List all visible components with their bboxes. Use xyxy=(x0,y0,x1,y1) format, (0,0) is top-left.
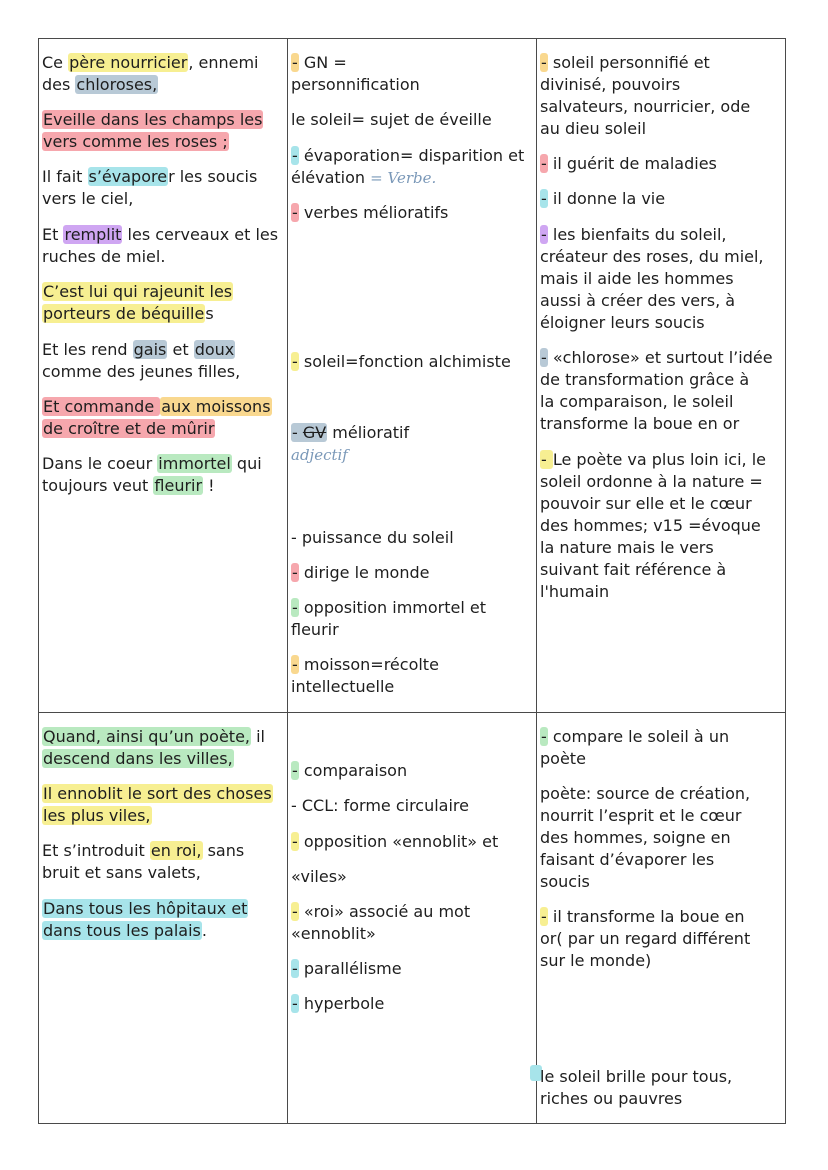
poem-text: Il fait xyxy=(42,167,88,186)
poem-verse-7-cont xyxy=(42,418,215,440)
highlight-cyan: - xyxy=(541,189,547,208)
note-text: soleil personnifié et xyxy=(547,53,710,72)
analysis-note-7 xyxy=(291,527,454,549)
poem-text: qui xyxy=(231,454,262,473)
highlight-orange: - xyxy=(292,53,298,72)
analysis-note-13 xyxy=(291,831,498,853)
note-text: créateur des roses, du miel, xyxy=(540,247,764,266)
interpretation-note-5-l2 xyxy=(540,369,749,391)
highlight-green: fleurir xyxy=(154,476,203,495)
highlight-red: - xyxy=(292,563,298,582)
poem-verse-8 xyxy=(42,453,262,475)
analysis-note-6 xyxy=(291,422,409,444)
analysis-note-10-cont xyxy=(291,676,394,698)
note-text: il donne la vie xyxy=(547,189,666,208)
poem-verse-11-cont xyxy=(42,862,201,884)
note-text: éloigner leurs soucis xyxy=(540,313,705,332)
note-text: poète: source de création, xyxy=(540,784,751,803)
note-text: hyperbole xyxy=(298,994,385,1013)
highlight-slate: doux xyxy=(194,340,235,359)
note-text: nourrit l’esprit et le cœur xyxy=(540,806,742,825)
poem-text: et xyxy=(167,340,194,359)
poem-verse-3-cont xyxy=(42,188,133,210)
poem-verse-7 xyxy=(42,396,272,418)
note-text: compare le soleil à un xyxy=(547,727,730,746)
interpretation-note-6-l5 xyxy=(540,537,714,559)
interpretation-note-10 xyxy=(540,1066,732,1088)
note-text: GN = xyxy=(298,53,347,72)
note-text: soucis xyxy=(540,872,590,891)
poem-verse-2 xyxy=(42,109,263,131)
highlight-green: Quand, ainsi qu’un poète, xyxy=(43,727,251,746)
note-text: il transforme la boue en xyxy=(547,907,745,926)
note-text: mais il aide les hommes xyxy=(540,269,734,288)
highlight-cyan: - xyxy=(292,994,298,1013)
note-text: au dieu soleil xyxy=(540,119,647,138)
poem-verse-4 xyxy=(42,224,278,246)
highlight-green: - xyxy=(541,727,547,746)
note-text: de transformation grâce à xyxy=(540,370,750,389)
analysis-note-1-cont xyxy=(291,74,420,96)
poem-text: s xyxy=(205,304,214,323)
poem-text: r les soucis xyxy=(168,167,258,186)
analysis-note-16 xyxy=(291,993,384,1015)
handwritten-note: adjectif xyxy=(291,446,348,464)
highlight-yellow: père nourricier xyxy=(69,53,188,72)
analysis-note-15 xyxy=(291,958,402,980)
note-text: Le poète va plus loin ici, le xyxy=(552,450,766,469)
highlight-yellow: - xyxy=(292,832,298,851)
highlight-cyan: - xyxy=(292,146,298,165)
interpretation-note-2 xyxy=(540,153,717,175)
poem-text: sans xyxy=(202,841,245,860)
highlight-cyan: Dans tous les hôpitaux et xyxy=(43,899,248,918)
poem-text: Et s’introduit xyxy=(42,841,150,860)
poem-verse-3 xyxy=(42,166,257,188)
interpretation-note-8-l5 xyxy=(540,871,590,893)
note-text: opposition immortel et xyxy=(298,598,487,617)
analysis-note-9-cont xyxy=(291,619,339,641)
analysis-note-6-cont xyxy=(291,444,348,466)
highlight-yellow: - xyxy=(541,450,552,469)
interpretation-note-9-l2 xyxy=(540,928,750,950)
highlight-yellow: en roi, xyxy=(150,841,202,860)
interpretation-note-8-l3 xyxy=(540,827,731,849)
highlight-yellow: - xyxy=(292,352,298,371)
note-text: salvateurs, nourricier, ode xyxy=(540,97,751,116)
poem-text: ruches de miel. xyxy=(42,247,166,266)
interpretation-note-7 xyxy=(540,726,729,748)
analysis-note-8 xyxy=(291,562,429,584)
poem-text: des xyxy=(42,75,76,94)
interpretation-note-4-l3 xyxy=(540,268,734,290)
note-text: soleil ordonne à la nature = xyxy=(540,472,763,491)
poem-text: , ennemi xyxy=(188,53,259,72)
poem-text: Dans le coeur xyxy=(42,454,158,473)
poem-text: Et xyxy=(42,225,64,244)
note-text: «roi» associé au mot xyxy=(298,902,471,921)
interpretation-note-4-l2 xyxy=(540,246,764,268)
analysis-note-14-cont xyxy=(291,923,376,945)
poem-verse-12 xyxy=(42,898,248,920)
note-text: transforme la boue en or xyxy=(540,414,740,433)
note-text: opposition «ennoblit» et xyxy=(298,832,499,851)
note-text: pouvoir sur elle et le cœur xyxy=(540,494,752,513)
note-text: faisant d’évaporer les xyxy=(540,850,715,869)
note-text: parallélisme xyxy=(298,959,402,978)
poem-text: . xyxy=(201,921,207,940)
poem-verse-6-cont xyxy=(42,361,240,383)
note-text: des hommes, soigne en xyxy=(540,828,731,847)
highlight-purple: remplit xyxy=(64,225,122,244)
poem-verse-2-cont xyxy=(42,131,229,153)
interpretation-note-4-l5 xyxy=(540,312,705,334)
table-border-left xyxy=(38,38,39,1124)
analysis-note-14 xyxy=(291,901,470,923)
table-border-top xyxy=(38,38,786,39)
highlight-yellow: les plus viles, xyxy=(43,806,151,825)
note-text: poète xyxy=(540,749,586,768)
note-text: «ennoblit» xyxy=(291,924,376,943)
highlight-yellow: C’est lui qui rajeunit les xyxy=(43,282,233,301)
interpretation-note-7-cont xyxy=(540,748,586,770)
analysis-note-1 xyxy=(291,52,347,74)
poem-verse-10-cont xyxy=(42,805,152,827)
poem-verse-9-cont xyxy=(42,748,234,770)
note-text: verbes mélioratifs xyxy=(298,203,449,222)
poem-verse-6 xyxy=(42,339,235,361)
highlight-green: descend dans les villes, xyxy=(43,749,233,768)
highlight-orange: - xyxy=(541,53,547,72)
poem-verse-5-cont xyxy=(42,303,214,325)
note-text: les bienfaits du soleil, xyxy=(547,225,727,244)
highlight-yellow: - xyxy=(541,907,547,926)
table-border-right xyxy=(785,38,786,1124)
interpretation-note-9-l3 xyxy=(540,950,651,972)
highlight-slate: - xyxy=(541,348,547,367)
poem-verse-11 xyxy=(42,840,244,862)
note-text: la comparaison, le soleil xyxy=(540,392,734,411)
note-text: élévation xyxy=(291,168,366,187)
interpretation-note-6-l3 xyxy=(540,493,752,515)
highlight-yellow: Il ennoblit le sort des choses xyxy=(43,784,272,803)
table-divider-2 xyxy=(536,38,537,1124)
note-text: riches ou pauvres xyxy=(540,1089,683,1108)
poem-text: vers le ciel, xyxy=(42,189,134,208)
highlight-green: - xyxy=(292,598,298,617)
interpretation-note-8-l2 xyxy=(540,805,741,827)
note-text: des hommes; v15 =évoque xyxy=(540,516,761,535)
note-text: or( par un regard différent xyxy=(540,929,751,948)
note-text: suivant fait référence à xyxy=(540,560,727,579)
note-text: soleil=fonction alchimiste xyxy=(298,352,511,371)
highlight-purple: - xyxy=(541,225,547,244)
poem-verse-5 xyxy=(42,281,233,303)
poem-verse-10 xyxy=(42,783,273,805)
interpretation-note-5 xyxy=(540,347,773,369)
note-text: la nature mais le vers xyxy=(540,538,714,557)
struck-text: GV xyxy=(302,423,327,442)
interpretation-note-5-l4 xyxy=(540,413,739,435)
interpretation-note-6-l7 xyxy=(540,581,609,603)
analysis-note-3 xyxy=(291,145,524,167)
interpretation-note-6-l2 xyxy=(540,471,763,493)
highlight-red: - xyxy=(541,154,547,173)
highlight-slate: gais xyxy=(133,340,167,359)
poem-text: comme des jeunes filles, xyxy=(42,362,241,381)
analysis-note-10 xyxy=(291,654,439,676)
highlight-cyan: s’évapore xyxy=(88,167,168,186)
highlight-cyan: dans tous les palais xyxy=(43,921,201,940)
analysis-note-2 xyxy=(291,109,492,131)
table-divider-1 xyxy=(287,38,288,1124)
interpretation-note-8-l4 xyxy=(540,849,714,871)
interpretation-note-6 xyxy=(540,449,766,471)
note-text: personnification xyxy=(291,75,420,94)
highlight-green: immortel xyxy=(158,454,231,473)
highlight-red: - xyxy=(292,203,298,222)
poem-text: Et les rend xyxy=(42,340,133,359)
analysis-note-3-cont xyxy=(291,167,436,189)
poem-verse-9 xyxy=(42,726,265,748)
note-text: fleurir xyxy=(291,620,339,639)
interpretation-note-8 xyxy=(540,783,750,805)
note-text: sur le monde) xyxy=(540,951,652,970)
table-border-middle xyxy=(38,712,786,713)
interpretation-note-5-l3 xyxy=(540,391,733,413)
note-text: l'humain xyxy=(540,582,610,601)
analysis-note-11 xyxy=(291,760,407,782)
poem-verse-1 xyxy=(42,52,259,74)
interpretation-note-6-l6 xyxy=(540,559,726,581)
highlight-yellow: - xyxy=(292,902,298,921)
note-text: intellectuelle xyxy=(291,677,395,696)
interpretation-note-4 xyxy=(540,224,727,246)
analysis-note-4 xyxy=(291,202,448,224)
note-text: dirige le monde xyxy=(298,563,430,582)
note-text: moisson=récolte xyxy=(298,655,439,674)
poem-text: ! xyxy=(203,476,215,495)
analysis-note-9 xyxy=(291,597,486,619)
highlight-red: Eveille dans les champs les xyxy=(43,110,263,129)
note-text: - puissance du soleil xyxy=(291,528,454,547)
poem-text: il xyxy=(251,727,265,746)
interpretation-note-9 xyxy=(540,906,745,928)
note-text: «chlorose» et surtout l’idée xyxy=(547,348,773,367)
note-text: évaporation= disparition et xyxy=(298,146,525,165)
note-text: le soleil brille pour tous, xyxy=(540,1067,733,1086)
interpretation-note-1-l4 xyxy=(540,118,646,140)
poem-text: bruit et sans valets, xyxy=(42,863,201,882)
highlight-red: Et commande xyxy=(43,397,160,416)
note-text: comparaison xyxy=(298,761,408,780)
analysis-note-13-cont xyxy=(291,866,347,888)
poem-text: les cerveaux et les xyxy=(122,225,279,244)
highlight-red: vers comme les roses ; xyxy=(43,132,228,151)
interpretation-note-1-l2 xyxy=(540,74,680,96)
interpretation-note-4-l4 xyxy=(540,290,735,312)
note-text: aussi à créer des vers, à xyxy=(540,291,736,310)
poem-text: Ce xyxy=(42,53,69,72)
poem-verse-4-cont xyxy=(42,246,165,268)
highlight-red: de croître et de mûrir xyxy=(43,419,215,438)
analysis-note-12 xyxy=(291,795,469,817)
note-text: - CCL: forme circulaire xyxy=(291,796,469,815)
poem-verse-12-cont xyxy=(42,920,207,942)
interpretation-note-3 xyxy=(540,188,665,210)
highlight-cyan: - xyxy=(292,959,298,978)
highlight-slate: - xyxy=(292,423,303,442)
interpretation-note-6-l4 xyxy=(540,515,761,537)
poem-verse-8-cont xyxy=(42,475,215,497)
note-text: divinisé, pouvoirs xyxy=(540,75,681,94)
interpretation-note-1-l3 xyxy=(540,96,750,118)
note-text: «viles» xyxy=(291,867,347,886)
poem-verse-1-cont xyxy=(42,74,158,96)
highlight-green: - xyxy=(292,761,298,780)
note-text: le soleil= sujet de éveille xyxy=(291,110,492,129)
highlight-orange: - xyxy=(292,655,298,674)
highlight-orange: aux moissons xyxy=(161,397,271,416)
interpretation-note-1 xyxy=(540,52,710,74)
note-text: il guérit de maladies xyxy=(547,154,717,173)
interpretation-note-10-cont xyxy=(540,1088,682,1110)
table-border-bottom xyxy=(38,1123,786,1124)
poem-text: toujours veut xyxy=(42,476,154,495)
handwritten-note: = Verbe. xyxy=(370,169,437,187)
note-text: mélioratif xyxy=(327,423,410,442)
analysis-note-5 xyxy=(291,351,511,373)
highlight-slate: chloroses, xyxy=(76,75,158,94)
highlight-yellow: porteurs de béquille xyxy=(43,304,205,323)
